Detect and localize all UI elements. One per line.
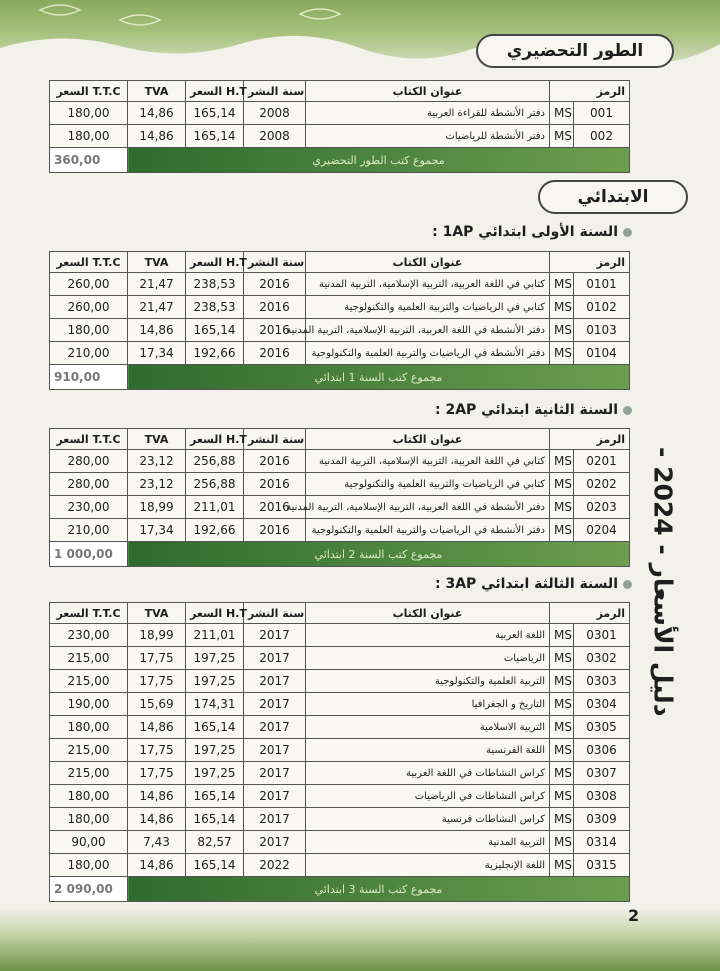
- tva-cell: 14,86: [128, 854, 186, 877]
- bottom-decorative-band: [0, 908, 720, 971]
- tva-cell: 7,43: [128, 831, 186, 854]
- book-title-cell: دفتر الأنشطة للرياضيات: [306, 125, 550, 148]
- ttc-cell: 280,00: [50, 450, 128, 473]
- total-row: [50, 365, 630, 390]
- ttc-cell: 180,00: [50, 102, 128, 125]
- total-label: مجموع كتب السنة 3 ابتدائي: [128, 877, 630, 902]
- year-cell: 2016: [244, 296, 306, 319]
- ms-cell: MS: [550, 102, 574, 125]
- ht-cell: 211,01: [186, 496, 244, 519]
- year-cell: 2016: [244, 496, 306, 519]
- book-title-cell: دفتر الأنشطة في الرياضيات والتربية العلمية والتكنولوجية: [306, 519, 550, 542]
- year-cell: 2008: [244, 102, 306, 125]
- code-cell: 0203: [574, 496, 630, 519]
- header-ht: السعر H.T: [186, 252, 244, 273]
- ht-cell: 82,57: [186, 831, 244, 854]
- header-year: سنة النشر: [244, 429, 306, 450]
- year-cell: 2017: [244, 808, 306, 831]
- ttc-cell: 180,00: [50, 785, 128, 808]
- tva-cell: 17,75: [128, 647, 186, 670]
- tva-cell: 18,99: [128, 496, 186, 519]
- tva-cell: 17,34: [128, 519, 186, 542]
- year-cell: 2017: [244, 785, 306, 808]
- tva-cell: 14,86: [128, 319, 186, 342]
- side-document-title: دليل الأسعار - 2024 -: [648, 447, 678, 717]
- table-header-row: [50, 81, 630, 102]
- table-row: [50, 762, 630, 785]
- ht-cell: 238,53: [186, 273, 244, 296]
- year-cell: 2017: [244, 693, 306, 716]
- ms-cell: MS: [550, 473, 574, 496]
- year1-heading: [432, 224, 632, 240]
- ms-cell: MS: [550, 854, 574, 877]
- table-row: [50, 102, 630, 125]
- book-title-cell: دفتر الأنشطة في الرياضيات والتربية العلمية والتكنولوجية: [306, 342, 550, 365]
- book-title-cell: التربية العلمية والتكنولوجية: [306, 670, 550, 693]
- book-title-cell: الرياضيات: [306, 647, 550, 670]
- table-header-row: [50, 252, 630, 273]
- ht-cell: 238,53: [186, 296, 244, 319]
- book-title-cell: كتابي في الرياضيات والتربية العلمية والتكنولوجية: [306, 473, 550, 496]
- table-row: [50, 624, 630, 647]
- book-title-cell: اللغة الإنجليزية: [306, 854, 550, 877]
- code-cell: 0309: [574, 808, 630, 831]
- ht-cell: 197,25: [186, 647, 244, 670]
- ms-cell: MS: [550, 808, 574, 831]
- bullet-icon: [623, 228, 632, 237]
- year2-heading-text: السنة الثانية ابتدائي 2AP :: [434, 402, 618, 418]
- code-cell: 0204: [574, 519, 630, 542]
- header-title: عنوان الكتاب: [306, 603, 550, 624]
- year3-heading: [435, 576, 632, 592]
- preparatory-price-table: [49, 80, 630, 173]
- year-cell: 2017: [244, 739, 306, 762]
- ht-cell: 197,25: [186, 670, 244, 693]
- ms-cell: MS: [550, 125, 574, 148]
- tva-cell: 23,12: [128, 473, 186, 496]
- code-cell: 0305: [574, 716, 630, 739]
- book-title-cell: التاريخ و الجغرافيا: [306, 693, 550, 716]
- code-cell: 0315: [574, 854, 630, 877]
- book-title-cell: كراس النشاطات في اللغة العربية: [306, 762, 550, 785]
- ht-cell: 211,01: [186, 624, 244, 647]
- ttc-cell: 90,00: [50, 831, 128, 854]
- ttc-cell: 210,00: [50, 519, 128, 542]
- ttc-cell: 190,00: [50, 693, 128, 716]
- table-row: [50, 273, 630, 296]
- table-row: [50, 670, 630, 693]
- ht-cell: 165,14: [186, 102, 244, 125]
- table-row: [50, 519, 630, 542]
- ms-cell: MS: [550, 496, 574, 519]
- ms-cell: MS: [550, 739, 574, 762]
- header-tva: TVA: [128, 603, 186, 624]
- total-value: 360,00: [50, 148, 128, 173]
- table-row: [50, 854, 630, 877]
- year3-price-table: [49, 602, 630, 902]
- ht-cell: 197,25: [186, 739, 244, 762]
- year-cell: 2016: [244, 273, 306, 296]
- table-row: [50, 647, 630, 670]
- table-row: [50, 296, 630, 319]
- year-cell: 2016: [244, 342, 306, 365]
- header-title: عنوان الكتاب: [306, 429, 550, 450]
- header-ht: السعر H.T: [186, 81, 244, 102]
- ms-cell: MS: [550, 716, 574, 739]
- tva-cell: 17,75: [128, 670, 186, 693]
- year3-heading-text: السنة الثالثة ابتدائي 3AP :: [434, 576, 618, 592]
- ttc-cell: 180,00: [50, 125, 128, 148]
- year-cell: 2017: [244, 762, 306, 785]
- ms-cell: MS: [550, 831, 574, 854]
- book-title-cell: دفتر الأنشطة في اللغة العربية، التربية الإسلامية، التربية المدنية: [306, 496, 550, 519]
- total-value: 1 000,00: [50, 542, 128, 567]
- ht-cell: 165,14: [186, 716, 244, 739]
- header-ttc: السعر T.T.C: [50, 81, 128, 102]
- code-cell: 0304: [574, 693, 630, 716]
- ms-cell: MS: [550, 647, 574, 670]
- total-value: 2 090,00: [50, 877, 128, 902]
- total-label: مجموع كتب الطور التحضيري: [128, 148, 630, 173]
- year-cell: 2017: [244, 670, 306, 693]
- tva-cell: 17,34: [128, 342, 186, 365]
- table-row: [50, 808, 630, 831]
- tva-cell: 21,47: [128, 273, 186, 296]
- ttc-cell: 230,00: [50, 496, 128, 519]
- ms-cell: MS: [550, 624, 574, 647]
- ttc-cell: 230,00: [50, 624, 128, 647]
- ht-cell: 165,14: [186, 785, 244, 808]
- ms-cell: MS: [550, 519, 574, 542]
- ttc-cell: 215,00: [50, 670, 128, 693]
- year1-price-table: [49, 251, 630, 390]
- total-value: 910,00: [50, 365, 128, 390]
- primary-section-title: الابتدائي: [538, 180, 688, 214]
- code-cell: 0306: [574, 739, 630, 762]
- ttc-cell: 280,00: [50, 473, 128, 496]
- year-cell: 2016: [244, 450, 306, 473]
- ht-cell: 192,66: [186, 519, 244, 542]
- table-row: [50, 125, 630, 148]
- total-label: مجموع كتب السنة 2 ابتدائي: [128, 542, 630, 567]
- year2-heading: [435, 402, 632, 418]
- ttc-cell: 215,00: [50, 739, 128, 762]
- tva-cell: 14,86: [128, 808, 186, 831]
- tva-cell: 14,86: [128, 716, 186, 739]
- year-cell: 2008: [244, 125, 306, 148]
- book-title-cell: كتابي في اللغة العربية، التربية الإسلامية، التربية المدنية: [306, 450, 550, 473]
- year-cell: 2016: [244, 473, 306, 496]
- code-cell: 0101: [574, 273, 630, 296]
- tva-cell: 21,47: [128, 296, 186, 319]
- header-code: الرمز: [550, 252, 630, 273]
- ms-cell: MS: [550, 342, 574, 365]
- header-ht: السعر H.T: [186, 429, 244, 450]
- ttc-cell: 210,00: [50, 342, 128, 365]
- header-year: سنة النشر: [244, 81, 306, 102]
- table-header-row: [50, 603, 630, 624]
- book-title-cell: كراس النشاطات في الرياضيات: [306, 785, 550, 808]
- tva-cell: 23,12: [128, 450, 186, 473]
- table-row: [50, 785, 630, 808]
- ht-cell: 192,66: [186, 342, 244, 365]
- ms-cell: MS: [550, 296, 574, 319]
- table-row: [50, 450, 630, 473]
- year-cell: 2017: [244, 624, 306, 647]
- header-code: الرمز: [550, 429, 630, 450]
- year-cell: 2017: [244, 716, 306, 739]
- ms-cell: MS: [550, 450, 574, 473]
- tva-cell: 14,86: [128, 785, 186, 808]
- ttc-cell: 215,00: [50, 762, 128, 785]
- ms-cell: MS: [550, 273, 574, 296]
- total-row: [50, 542, 630, 567]
- header-year: سنة النشر: [244, 603, 306, 624]
- header-ttc: السعر T.T.C: [50, 429, 128, 450]
- ht-cell: 174,31: [186, 693, 244, 716]
- tva-cell: 17,75: [128, 739, 186, 762]
- header-title: عنوان الكتاب: [306, 81, 550, 102]
- table-header-row: [50, 429, 630, 450]
- header-ttc: السعر T.T.C: [50, 603, 128, 624]
- code-cell: 0201: [574, 450, 630, 473]
- header-title: عنوان الكتاب: [306, 252, 550, 273]
- ttc-cell: 180,00: [50, 319, 128, 342]
- code-cell: 0103: [574, 319, 630, 342]
- table-row: [50, 473, 630, 496]
- header-code: الرمز: [550, 81, 630, 102]
- book-title-cell: التربية الاسلامية: [306, 716, 550, 739]
- total-row: [50, 877, 630, 902]
- header-tva: TVA: [128, 81, 186, 102]
- ms-cell: MS: [550, 762, 574, 785]
- ms-cell: MS: [550, 693, 574, 716]
- ht-cell: 256,88: [186, 450, 244, 473]
- book-title-cell: كتابي في اللغة العربية، التربية الإسلامية، التربية المدنية: [306, 273, 550, 296]
- year-cell: 2017: [244, 647, 306, 670]
- book-title-cell: دفتر الأنشطة للقراءة العربية: [306, 102, 550, 125]
- year-cell: 2016: [244, 519, 306, 542]
- book-title-cell: اللغة الفرنسية: [306, 739, 550, 762]
- table-row: [50, 831, 630, 854]
- code-cell: 0308: [574, 785, 630, 808]
- book-title-cell: كتابي في الرياضيات والتربية العلمية والتكنولوجية: [306, 296, 550, 319]
- tva-cell: 14,86: [128, 125, 186, 148]
- total-label: مجموع كتب السنة 1 ابتدائي: [128, 365, 630, 390]
- ms-cell: MS: [550, 785, 574, 808]
- tva-cell: 14,86: [128, 102, 186, 125]
- ttc-cell: 215,00: [50, 647, 128, 670]
- ht-cell: 165,14: [186, 808, 244, 831]
- book-title-cell: اللغة العربية: [306, 624, 550, 647]
- code-cell: 0102: [574, 296, 630, 319]
- header-year: سنة النشر: [244, 252, 306, 273]
- ht-cell: 165,14: [186, 854, 244, 877]
- table-row: [50, 342, 630, 365]
- header-ht: السعر H.T: [186, 603, 244, 624]
- code-cell: 0104: [574, 342, 630, 365]
- ttc-cell: 260,00: [50, 273, 128, 296]
- bullet-icon: [623, 580, 632, 589]
- code-cell: 0314: [574, 831, 630, 854]
- table-row: [50, 716, 630, 739]
- header-code: الرمز: [550, 603, 630, 624]
- ttc-cell: 180,00: [50, 854, 128, 877]
- ms-cell: MS: [550, 319, 574, 342]
- book-title-cell: كراس النشاطات فرنسية: [306, 808, 550, 831]
- tva-cell: 18,99: [128, 624, 186, 647]
- header-ttc: السعر T.T.C: [50, 252, 128, 273]
- code-cell: 002: [574, 125, 630, 148]
- code-cell: 001: [574, 102, 630, 125]
- bullet-icon: [623, 406, 632, 415]
- code-cell: 0202: [574, 473, 630, 496]
- table-row: [50, 739, 630, 762]
- tva-cell: 17,75: [128, 762, 186, 785]
- code-cell: 0307: [574, 762, 630, 785]
- preparatory-section-title: الطور التحضيري: [476, 34, 674, 68]
- year-cell: 2022: [244, 854, 306, 877]
- ht-cell: 256,88: [186, 473, 244, 496]
- total-row: [50, 148, 630, 173]
- code-cell: 0303: [574, 670, 630, 693]
- year-cell: 2017: [244, 831, 306, 854]
- header-tva: TVA: [128, 429, 186, 450]
- ttc-cell: 260,00: [50, 296, 128, 319]
- ht-cell: 197,25: [186, 762, 244, 785]
- tva-cell: 15,69: [128, 693, 186, 716]
- code-cell: 0302: [574, 647, 630, 670]
- header-tva: TVA: [128, 252, 186, 273]
- book-title-cell: التربية المدنية: [306, 831, 550, 854]
- ttc-cell: 180,00: [50, 808, 128, 831]
- ht-cell: 165,14: [186, 125, 244, 148]
- page-number: 2: [628, 906, 640, 925]
- year2-price-table: [49, 428, 630, 567]
- ht-cell: 165,14: [186, 319, 244, 342]
- ms-cell: MS: [550, 670, 574, 693]
- code-cell: 0301: [574, 624, 630, 647]
- table-row: [50, 319, 630, 342]
- year-cell: 2016: [244, 319, 306, 342]
- table-row: [50, 496, 630, 519]
- table-row: [50, 693, 630, 716]
- ttc-cell: 180,00: [50, 716, 128, 739]
- book-title-cell: دفتر الأنشطة في اللغة العربية، التربية الإسلامية، التربية المدنية: [306, 319, 550, 342]
- year1-heading-text: السنة الأولى ابتدائي 1AP :: [432, 224, 618, 240]
